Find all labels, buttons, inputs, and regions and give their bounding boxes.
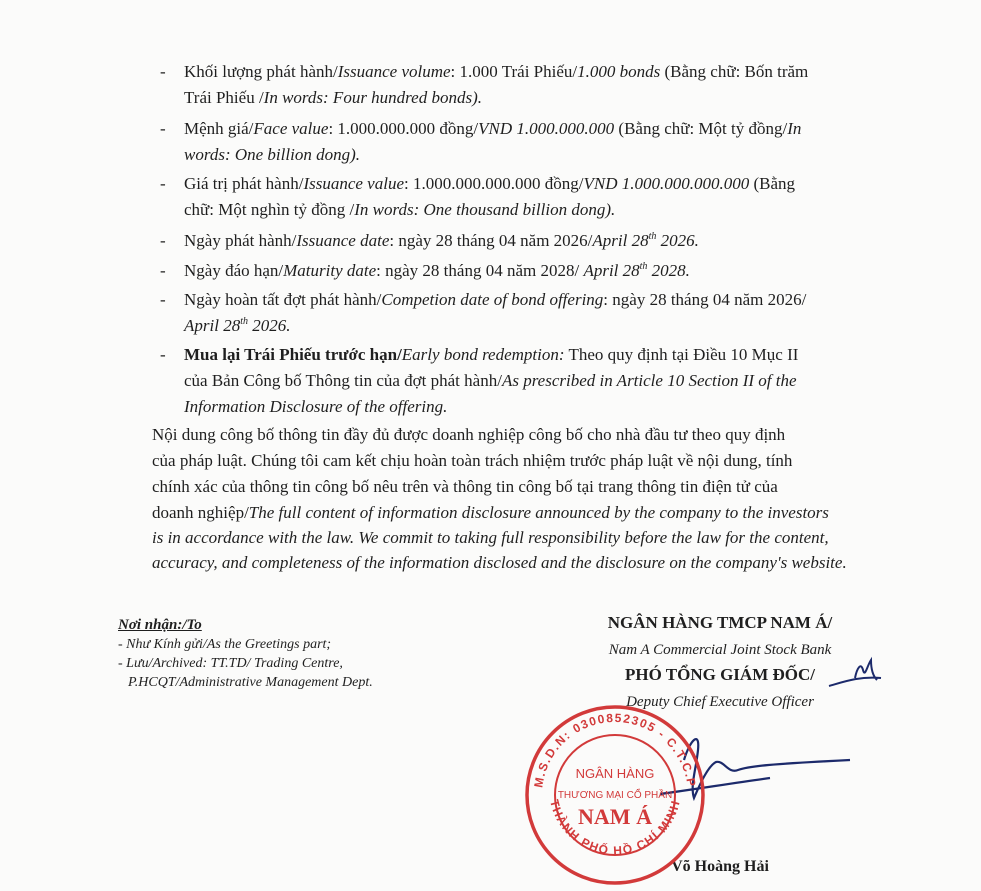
text-run: Information Disclosure of the offering. xyxy=(184,397,448,416)
text-run: (Bằng xyxy=(749,174,796,193)
text-run: doanh nghiệp/ xyxy=(152,503,249,522)
text-run: Trái Phiếu / xyxy=(184,88,264,107)
svg-text:NGÂN HÀNG: NGÂN HÀNG xyxy=(575,766,655,781)
bullet-line xyxy=(184,345,798,365)
bullet-line xyxy=(184,174,795,194)
bullet-dash: - xyxy=(160,119,166,138)
initial-flourish xyxy=(825,656,885,696)
text-run: : ngày 28 tháng 04 năm 2026/ xyxy=(389,231,593,250)
signer-position: PHÓ TỔNG GIÁM ĐỐC/ xyxy=(625,665,815,684)
text-run: chính xác của thông tin công bố nêu trên và thông tin công bố tại trang thông tin điện tử của xyxy=(152,477,778,496)
text-run: chữ: Một nghìn tỷ đồng / xyxy=(184,200,355,219)
signer-name: Võ Hoàng Hải xyxy=(671,858,769,875)
text-run: th xyxy=(639,261,648,272)
text-run: April 28 xyxy=(184,316,241,335)
bullet-dash: - xyxy=(160,231,166,250)
text-run: 1.000 bonds xyxy=(577,62,661,81)
text-run: Issuance date xyxy=(296,231,390,250)
text-run: 2028. xyxy=(647,261,690,280)
text-run: Issuance value xyxy=(303,174,405,193)
company-seal xyxy=(520,700,710,890)
text-run: Mệnh giá/ xyxy=(184,119,254,138)
text-run: As prescribed in Article 10 Section II of the xyxy=(501,371,797,390)
text-run: In words: Four hundred bonds). xyxy=(263,88,482,107)
bullet-line xyxy=(184,145,360,165)
text-run: Ngày đáo hạn/ xyxy=(184,261,284,280)
text-run: Nội dung công bố thông tin đầy đủ được doanh nghiệp công bố cho nhà đầu tư theo quy định xyxy=(152,425,786,444)
recipient-item: P.HCQT/Administrative Management Dept. xyxy=(128,675,373,690)
text-run: 2026. xyxy=(656,231,699,250)
bullet-line xyxy=(184,261,690,281)
text-run: April 28 xyxy=(592,231,649,250)
text-run: Mua lại Trái Phiếu trước hạn/ xyxy=(184,345,402,364)
recipient-item: - Như Kính gửi/As the Greetings part; xyxy=(118,637,332,652)
text-run: The full content of information disclosure announced by the company to the investors xyxy=(248,503,829,522)
paragraph-line xyxy=(152,451,792,471)
bullet-dash: - xyxy=(160,290,166,309)
bullet-line xyxy=(184,231,699,251)
bullet-line xyxy=(184,200,615,220)
text-run: In words: One thousand billion dong). xyxy=(354,200,616,219)
signer-organization-en: Nam A Commercial Joint Stock Bank xyxy=(608,642,832,658)
text-run: : 1.000 Trái Phiếu/ xyxy=(450,62,578,81)
bullet-line xyxy=(184,290,806,310)
paragraph-line xyxy=(152,477,778,497)
text-run: Early bond redemption: xyxy=(401,345,565,364)
bullet-line xyxy=(184,88,482,108)
text-run: Ngày phát hành/ xyxy=(184,231,297,250)
text-run: VND 1.000.000.000.000 xyxy=(583,174,750,193)
recipient-item: - Lưu/Archived: TT.TD/ Trading Centre, xyxy=(118,656,343,671)
recipients-title: Nơi nhận:/To xyxy=(118,617,202,633)
signer-organization: NGÂN HÀNG TMCP NAM Á/ xyxy=(607,613,833,632)
bullet-line xyxy=(184,397,447,417)
text-run: Theo quy định tại Điều 10 Mục II xyxy=(564,345,799,364)
text-run: is in accordance with the law. We commit to taking full responsibility before the law for the content, xyxy=(152,528,829,547)
text-run: : 1.000.000.000 đồng/ xyxy=(328,119,479,138)
text-run: của pháp luật. Chúng tôi cam kết chịu hoàn toàn trách nhiệm trước pháp luật về nội dung, tính xyxy=(152,451,793,470)
text-run: Competion date of bond offering xyxy=(381,290,604,309)
text-run: : ngày 28 tháng 04 năm 2026/ xyxy=(603,290,807,309)
svg-text:THÀNH PHỐ HỒ CHÍ MINH: THÀNH PHỐ HỒ CHÍ MINH xyxy=(547,797,683,858)
text-run: Issuance volume xyxy=(337,62,451,81)
text-run: words: One billion dong). xyxy=(184,145,360,164)
signer-position-en: Deputy Chief Executive Officer xyxy=(626,694,814,710)
text-run: Khối lượng phát hành/ xyxy=(184,62,338,81)
bullet-dash: - xyxy=(160,62,166,81)
bullet-dash: - xyxy=(160,345,166,364)
paragraph-line xyxy=(152,553,847,573)
recipients-block xyxy=(118,616,373,692)
bullet-dash: - xyxy=(160,261,166,280)
bullet-line xyxy=(184,119,801,139)
paragraph-line xyxy=(152,528,829,548)
text-run: Face value xyxy=(253,119,329,138)
text-run: VND 1.000.000.000 xyxy=(478,119,615,138)
text-run: th xyxy=(240,316,248,327)
bullet-line xyxy=(184,316,290,336)
text-run: Maturity date xyxy=(283,261,377,280)
text-run: Giá trị phát hành/ xyxy=(184,174,304,193)
text-run: accuracy, and completeness of the information disclosed and the disclosure on the company's website. xyxy=(152,553,847,572)
paragraph-line xyxy=(152,503,829,523)
text-run: Ngày hoàn tất đợt phát hành/ xyxy=(184,290,382,309)
text-run: (Bằng chữ: Một tỷ đồng/ xyxy=(614,119,788,138)
paragraph-line xyxy=(152,425,785,445)
text-run: : ngày 28 tháng 04 năm 2028/ xyxy=(376,261,584,280)
text-run: của Bản Công bố Thông tin của đợt phát hành/ xyxy=(184,371,502,390)
text-run: : 1.000.000.000.000 đồng/ xyxy=(404,174,584,193)
bullet-line xyxy=(184,371,797,391)
svg-text:NAM Á: NAM Á xyxy=(578,804,652,829)
bullet-dash: - xyxy=(160,174,166,193)
text-run: th xyxy=(648,231,657,242)
text-run: In xyxy=(787,119,802,138)
svg-text:THƯƠNG MẠI CỔ PHẦN: THƯƠNG MẠI CỔ PHẦN xyxy=(557,790,673,801)
text-run: 2026. xyxy=(247,316,291,335)
text-run: (Bằng chữ: Bốn trăm xyxy=(660,62,809,81)
bullet-line xyxy=(184,62,808,82)
text-run: April 28 xyxy=(583,261,640,280)
svg-text:M.S.D.N: 0300852305 - C.T.C.P: M.S.D.N: 0300852305 - C.T.C.P xyxy=(531,710,699,789)
